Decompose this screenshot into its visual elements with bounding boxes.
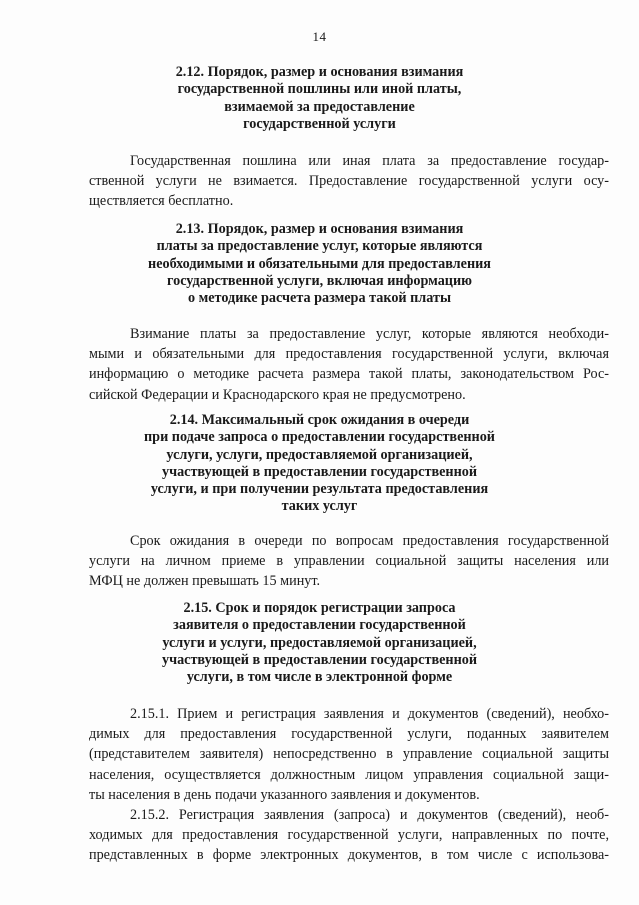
body-line: МФЦ не должен превышать 15 минут. bbox=[89, 573, 321, 590]
heading-line: о методике расчета размера такой платы bbox=[187, 290, 452, 307]
heading-line: 2.12. Порядок, размер и основания взимания bbox=[175, 64, 464, 80]
heading-line: участвующей в предоставлении государственной bbox=[161, 651, 478, 668]
section-body-2-15 bbox=[89, 704, 609, 866]
heading-line: государственной пошлины или иной платы, bbox=[177, 81, 462, 98]
heading-line: заявителя о предоставлении государственной bbox=[173, 617, 466, 634]
section-heading-2-15 bbox=[0, 600, 639, 686]
body-line: услуги на личном приеме в управлении социальной защиты населения или bbox=[89, 553, 609, 570]
section-heading-2-12 bbox=[0, 64, 639, 133]
heading-line: услуги, и при получении результата предоставления bbox=[150, 481, 489, 498]
heading-line: платы за предоставление услуг, которые являются bbox=[156, 238, 483, 255]
body-line: населения, осуществляется должностным лицом управления социальной защи- bbox=[89, 766, 609, 783]
section-body-2-14 bbox=[89, 531, 609, 592]
section-heading-2-13 bbox=[0, 221, 639, 307]
body-line: Срок ожидания в очереди по вопросам предоставления государственной bbox=[130, 533, 609, 549]
body-line: ты населения в день подачи указанного заявления и документов. bbox=[89, 786, 480, 803]
heading-line: таких услуг bbox=[281, 498, 358, 515]
heading-line: взимаемой за предоставление bbox=[224, 98, 415, 115]
section-body-2-13 bbox=[89, 324, 609, 405]
heading-line: 2.14. Максимальный срок ожидания в очереди bbox=[169, 412, 470, 428]
heading-line: государственной услуги, включая информацию bbox=[167, 272, 472, 289]
body-line: ществляется бесплатно. bbox=[89, 193, 234, 210]
heading-line: участвующей в предоставлении государственной bbox=[161, 463, 478, 480]
body-line: информацию о методике расчета размера такой платы, законодательством Рос- bbox=[89, 366, 609, 383]
heading-line: необходимыми и обязательными для предоставления bbox=[148, 255, 491, 272]
body-line: ственной услуги не взимается. Предоставление государственной услуги осу- bbox=[89, 173, 609, 190]
heading-line: услуги и услуги, предоставляемой организацией, bbox=[162, 634, 477, 651]
body-line: представленных в форме электронных документов, в том числе с использова- bbox=[89, 847, 609, 864]
body-line: мыми и обязательными для предоставления государственной услуги, включая bbox=[89, 346, 609, 363]
heading-line: при подаче запроса о предоставлении государственной bbox=[144, 429, 495, 446]
body-line: 2.15.1. Прием и регистрация заявления и документов (сведений), необхо- bbox=[130, 706, 609, 722]
body-line: (представителем заявителя) непосредственно в управление социальной защиты bbox=[89, 746, 609, 763]
body-line: ходимых для предоставления государственной услуги, направленных по почте, bbox=[89, 827, 609, 844]
page-number: 14 bbox=[312, 29, 327, 44]
heading-line: 2.13. Порядок, размер и основания взимания bbox=[175, 221, 464, 237]
heading-line: 2.15. Срок и порядок регистрации запроса bbox=[183, 600, 456, 616]
body-line: сийской Федерации и Краснодарского края не предусмотрено. bbox=[89, 386, 466, 403]
body-line: Взимание платы за предоставление услуг, которые являются необходи- bbox=[130, 326, 609, 342]
section-heading-2-14 bbox=[0, 412, 639, 516]
heading-line: услуги, в том числе в электронной форме bbox=[186, 669, 453, 686]
body-line: Государственная пошлина или иная плата за предоставление государ- bbox=[130, 153, 609, 169]
body-line: 2.15.2. Регистрация заявления (запроса) и документов (сведений), необ- bbox=[130, 806, 609, 823]
body-line: димых для предоставления государственной услуги, поданных заявителем bbox=[89, 726, 609, 743]
heading-line: услуги, услуги, предоставляемой организацией, bbox=[166, 446, 473, 463]
section-body-2-12 bbox=[89, 151, 609, 212]
heading-line: государственной услуги bbox=[243, 115, 396, 132]
